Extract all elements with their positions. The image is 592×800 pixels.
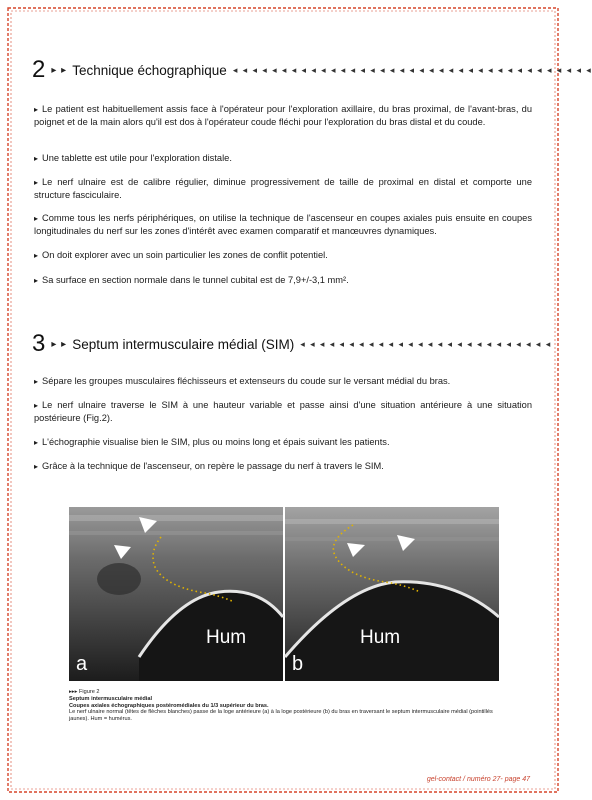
section-title: Technique échographique (72, 62, 227, 78)
bullet-item: ▸ Grâce à la technique de l'ascenseur, on repère le passage du nerf à travers le SIM. (34, 461, 384, 471)
figure-label: ▸▸▸ Figure 2 (69, 689, 100, 695)
caption-subtitle: Coupes axiales échographiques postéromédiales du 1/3 supérieur du bras. (69, 702, 269, 709)
section-3-heading (32, 330, 552, 358)
figure-caption (69, 689, 500, 723)
section-title: Septum intermusculaire médial (SIM) (72, 336, 295, 352)
arrow-trail-icon: ◂ ◂ ◂ ◂ ◂ ◂ ◂ ◂ ◂ ◂ ◂ ◂ ◂ ◂ ◂ ◂ ◂ ◂ ◂ ◂ ◂ ◂ ◂ ◂ ◂ ◂ ◂ ◂ ◂ ◂ ◂ ◂ ◂ ◂ ◂ ◂ ◂ (232, 64, 592, 75)
humerus-label: Hum (360, 627, 401, 648)
bullet-icon: ▸ (34, 105, 39, 114)
section-2-heading (32, 56, 592, 84)
arrow-marker-icon: ▸ ▸ (51, 64, 68, 76)
bullet-icon: ▸ (34, 214, 39, 223)
bullet-icon: ▸ (34, 462, 39, 471)
ultrasound-panel-b (285, 507, 499, 681)
bullet-item: ▸ Une tablette est utile pour l'exploration distale. (34, 153, 232, 163)
caption-body: Le nerf ulnaire normal (têtes de flèches blanches) passe de la loge antérieure (a) à la loge postérieure (b) du bras en traversant le septum intermusculaire médial (pointillés jaunes). Hum = humérus. (69, 709, 493, 723)
bullet-item: ▸ Sa surface en section normale dans le tunnel cubital est de 7,9+/-3,1 mm². (34, 275, 349, 285)
bullet-item: ▸ Le nerf ulnaire est de calibre régulier, diminue progressivement de taille de proximal en distal et comporte une structure fasciculaire. (34, 177, 532, 201)
bullet-icon: ▸ (34, 276, 39, 285)
bullet-item: ▸ Sépare les groupes musculaires fléchisseurs et extenseurs du coude sur le versant médial du bras. (34, 376, 451, 386)
page-footer: gel-contact / numéro 27- page 47 (426, 776, 530, 783)
ultrasound-panel-a (69, 507, 283, 681)
arrow-marker-icon: ▸ ▸ (51, 338, 68, 350)
bullet-icon: ▸ (34, 251, 39, 260)
ultrasound-figure (69, 507, 500, 681)
bullet-icon: ▸ (34, 377, 39, 386)
bullet-item: ▸ Comme tous les nerfs périphériques, on utilise la technique de l'ascenseur en coupes axiales puis ensuite en coupes longitudinales du nerf sur les zones d'intérêt avec examen comparatif et manœuvres dynamiques. (34, 213, 532, 237)
caption-title: Septum intermusculaire médial (69, 695, 152, 702)
bullet-icon: ▸ (34, 438, 39, 447)
arrow-trail-icon: ◂ ◂ ◂ ◂ ◂ ◂ ◂ ◂ ◂ ◂ ◂ ◂ ◂ ◂ ◂ ◂ ◂ ◂ ◂ ◂ ◂ ◂ ◂ ◂ ◂ ◂ (300, 338, 552, 349)
bullet-icon: ▸ (34, 401, 39, 410)
section-number: 2 (32, 56, 46, 83)
panel-letter-b: b (292, 653, 304, 675)
humerus-label: Hum (206, 627, 247, 648)
bullet-item: ▸ Le nerf ulnaire traverse le SIM à une hauteur variable et passe ainsi d'une situation antérieure à une situation postérieure (Fig.2). (34, 400, 532, 424)
bullet-icon: ▸ (34, 178, 39, 187)
bullet-item: ▸ On doit explorer avec un soin particulier les zones de conflit potentiel. (34, 250, 328, 260)
section-number: 3 (32, 330, 46, 357)
bullet-item: ▸ Le patient est habituellement assis face à l'opérateur pour l'exploration axillaire, du bras proximal, de l'avant-bras, du poignet et de la main alors qu'il est dos à l'opérateur coude fléchi pour l'exploration du bras distal et du coude. (34, 104, 532, 128)
panel-letter-a: a (76, 653, 88, 675)
bullet-item: ▸ L'échographie visualise bien le SIM, plus ou moins long et épais suivant les patients. (34, 437, 390, 447)
bullet-icon: ▸ (34, 154, 39, 163)
